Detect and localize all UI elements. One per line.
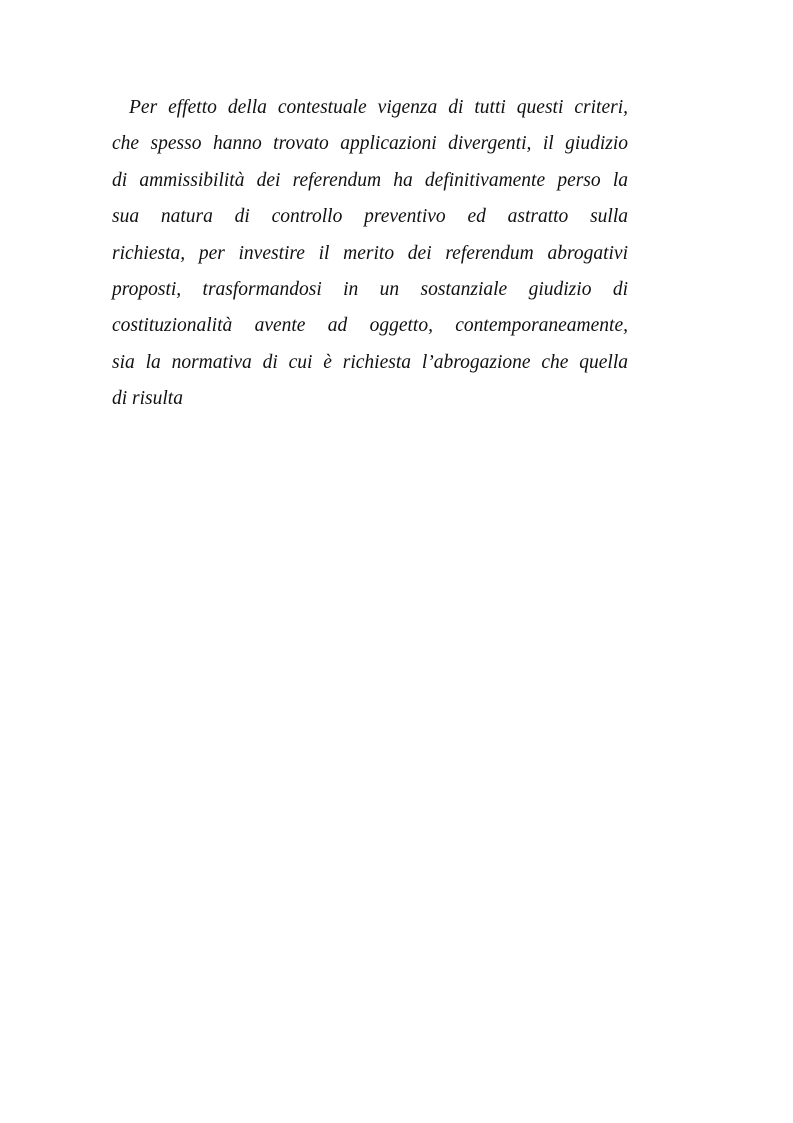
paragraph-line: richiesta, per investire il merito dei referendum abrogativi [112, 242, 628, 264]
body-paragraph [112, 94, 628, 422]
paragraph-line: costituzionalità avente ad oggetto, contemporaneamente, [112, 315, 628, 337]
paragraph-line: Per effetto della contestuale vigenza di tutti questi criteri, [129, 97, 628, 118]
paragraph-line: di ammissibilità dei referendum ha definitivamente perso la [112, 169, 628, 191]
paragraph-line: sia la normativa di cui è richiesta l’abrogazione che quella [112, 351, 628, 373]
paragraph-line: sua natura di controllo preventivo ed astratto sulla [112, 206, 628, 228]
paragraph-line: che spesso hanno trovato applicazioni divergenti, il giudizio [112, 133, 628, 155]
paragraph-line: proposti, trasformandosi in un sostanziale giudizio di [112, 278, 628, 300]
paragraph-line: di risulta [112, 388, 183, 410]
